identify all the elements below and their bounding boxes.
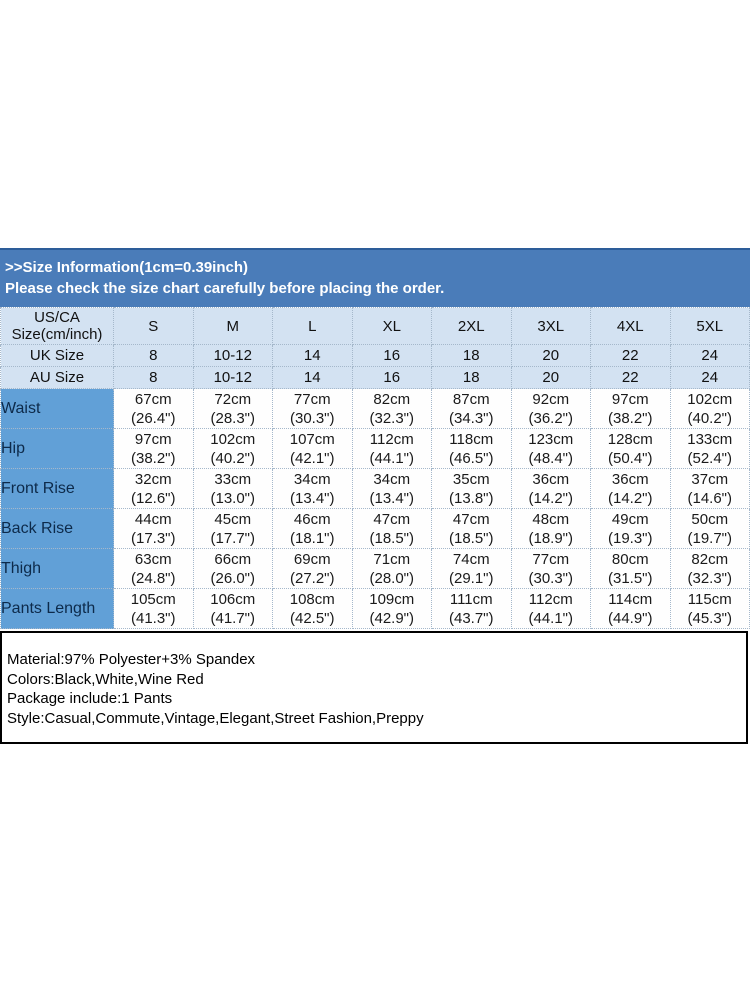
measurement-cell: 47cm (18.5") [432,509,512,549]
size-value-cell: 8 [114,367,194,389]
uk-size-row [1,345,750,367]
size-column-header-2xl: 2XL [432,308,512,345]
measurement-cell: 37cm (14.6") [670,469,750,509]
measurement-cell: 77cm (30.3") [511,549,591,589]
measurement-cell: 123cm (48.4") [511,429,591,469]
measurement-cell: 109cm (42.9") [352,589,432,629]
banner-subtitle: Please check the size chart carefully before placing the order. [5,280,445,297]
measurement-cell: 77cm (30.3") [273,389,353,429]
row-label: UK Size [1,345,114,367]
measurement-cell: 97cm (38.2") [114,429,194,469]
size-value-cell: 16 [352,345,432,367]
measurement-cell: 34cm (13.4") [273,469,353,509]
size-chart-table [0,307,750,629]
pants-length-row [1,589,750,629]
size-column-header-5xl: 5XL [670,308,750,345]
corner-cell-us-ca-size: US/CA Size(cm/inch) [1,308,114,345]
size-value-cell: 22 [591,345,671,367]
measurement-cell: 32cm (12.6") [114,469,194,509]
measurement-cell: 71cm (28.0") [352,549,432,589]
row-label: AU Size [1,367,114,389]
front-rise-row [1,469,750,509]
measurement-cell: 82cm (32.3") [670,549,750,589]
size-value-cell: 24 [670,345,750,367]
hip-row [1,429,750,469]
waist-row [1,389,750,429]
size-value-cell: 24 [670,367,750,389]
size-value-cell: 16 [352,367,432,389]
measurement-cell: 133cm (52.4") [670,429,750,469]
detail-line-colors: Colors:Black,White,Wine Red [7,670,204,688]
measurement-cell: 92cm (36.2") [511,389,591,429]
size-value-cell: 8 [114,345,194,367]
measurement-cell: 48cm (18.9") [511,509,591,549]
size-column-header-3xl: 3XL [511,308,591,345]
size-value-cell: 14 [273,345,353,367]
measurement-row-label: Pants Length [1,589,114,629]
back-rise-row [1,509,750,549]
measurement-row-label: Hip [1,429,114,469]
measurement-cell: 112cm (44.1") [511,589,591,629]
measurement-cell: 66cm (26.0") [193,549,273,589]
size-value-cell: 18 [432,345,512,367]
size-value-cell: 20 [511,345,591,367]
measurement-cell: 111cm (43.7") [432,589,512,629]
detail-line-package: Package include:1 Pants [7,690,173,707]
measurement-cell: 112cm (44.1") [352,429,432,469]
measurement-cell: 67cm (26.4") [114,389,194,429]
measurement-cell: 87cm (34.3") [432,389,512,429]
measurement-cell: 44cm (17.3") [114,509,194,549]
measurement-row-label: Front Rise [1,469,114,509]
measurement-cell: 114cm (44.9") [591,589,671,629]
measurement-cell: 49cm (19.3") [591,509,671,549]
measurement-row-label: Back Rise [1,509,114,549]
measurement-cell: 50cm (19.7") [670,509,750,549]
measurement-cell: 72cm (28.3") [193,389,273,429]
measurement-cell: 118cm (46.5") [432,429,512,469]
measurement-cell: 115cm (45.3") [670,589,750,629]
size-value-cell: 20 [511,367,591,389]
detail-line-style: Style:Casual,Commute,Vintage,Elegant,Street Fashion,Preppy [7,709,424,727]
measurement-cell: 102cm (40.2") [193,429,273,469]
size-column-header-m: M [193,308,273,345]
measurement-cell: 102cm (40.2") [670,389,750,429]
size-column-header-4xl: 4XL [591,308,671,345]
measurement-cell: 80cm (31.5") [591,549,671,589]
size-column-header-s: S [114,308,194,345]
measurement-cell: 33cm (13.0") [193,469,273,509]
measurement-cell: 36cm (14.2") [511,469,591,509]
size-info-banner [0,248,750,307]
measurement-cell: 45cm (17.7") [193,509,273,549]
banner-title: >>Size Information(1cm=0.39inch) [5,259,248,276]
thigh-row [1,549,750,589]
au-size-row [1,367,750,389]
measurement-cell: 36cm (14.2") [591,469,671,509]
measurement-cell: 105cm (41.3") [114,589,194,629]
measurement-cell: 35cm (13.8") [432,469,512,509]
measurement-cell: 107cm (42.1") [273,429,353,469]
size-column-header-xl: XL [352,308,432,345]
measurement-cell: 47cm (18.5") [352,509,432,549]
measurement-row-label: Thigh [1,549,114,589]
measurement-cell: 128cm (50.4") [591,429,671,469]
size-column-header-l: L [273,308,353,345]
size-header-row [1,308,750,345]
measurement-cell: 69cm (27.2") [273,549,353,589]
measurement-cell: 74cm (29.1") [432,549,512,589]
measurement-cell: 34cm (13.4") [352,469,432,509]
size-value-cell: 10-12 [193,345,273,367]
measurement-cell: 97cm (38.2") [591,389,671,429]
measurement-row-label: Waist [1,389,114,429]
size-value-cell: 14 [273,367,353,389]
size-value-cell: 22 [591,367,671,389]
measurement-cell: 46cm (18.1") [273,509,353,549]
measurement-cell: 108cm (42.5") [273,589,353,629]
size-value-cell: 10-12 [193,367,273,389]
measurement-cell: 106cm (41.7") [193,589,273,629]
measurement-cell: 82cm (32.3") [352,389,432,429]
measurement-cell: 63cm (24.8") [114,549,194,589]
product-details-box [0,631,748,744]
size-value-cell: 18 [432,367,512,389]
detail-line-material: Material:97% Polyester+3% Spandex [7,651,256,668]
